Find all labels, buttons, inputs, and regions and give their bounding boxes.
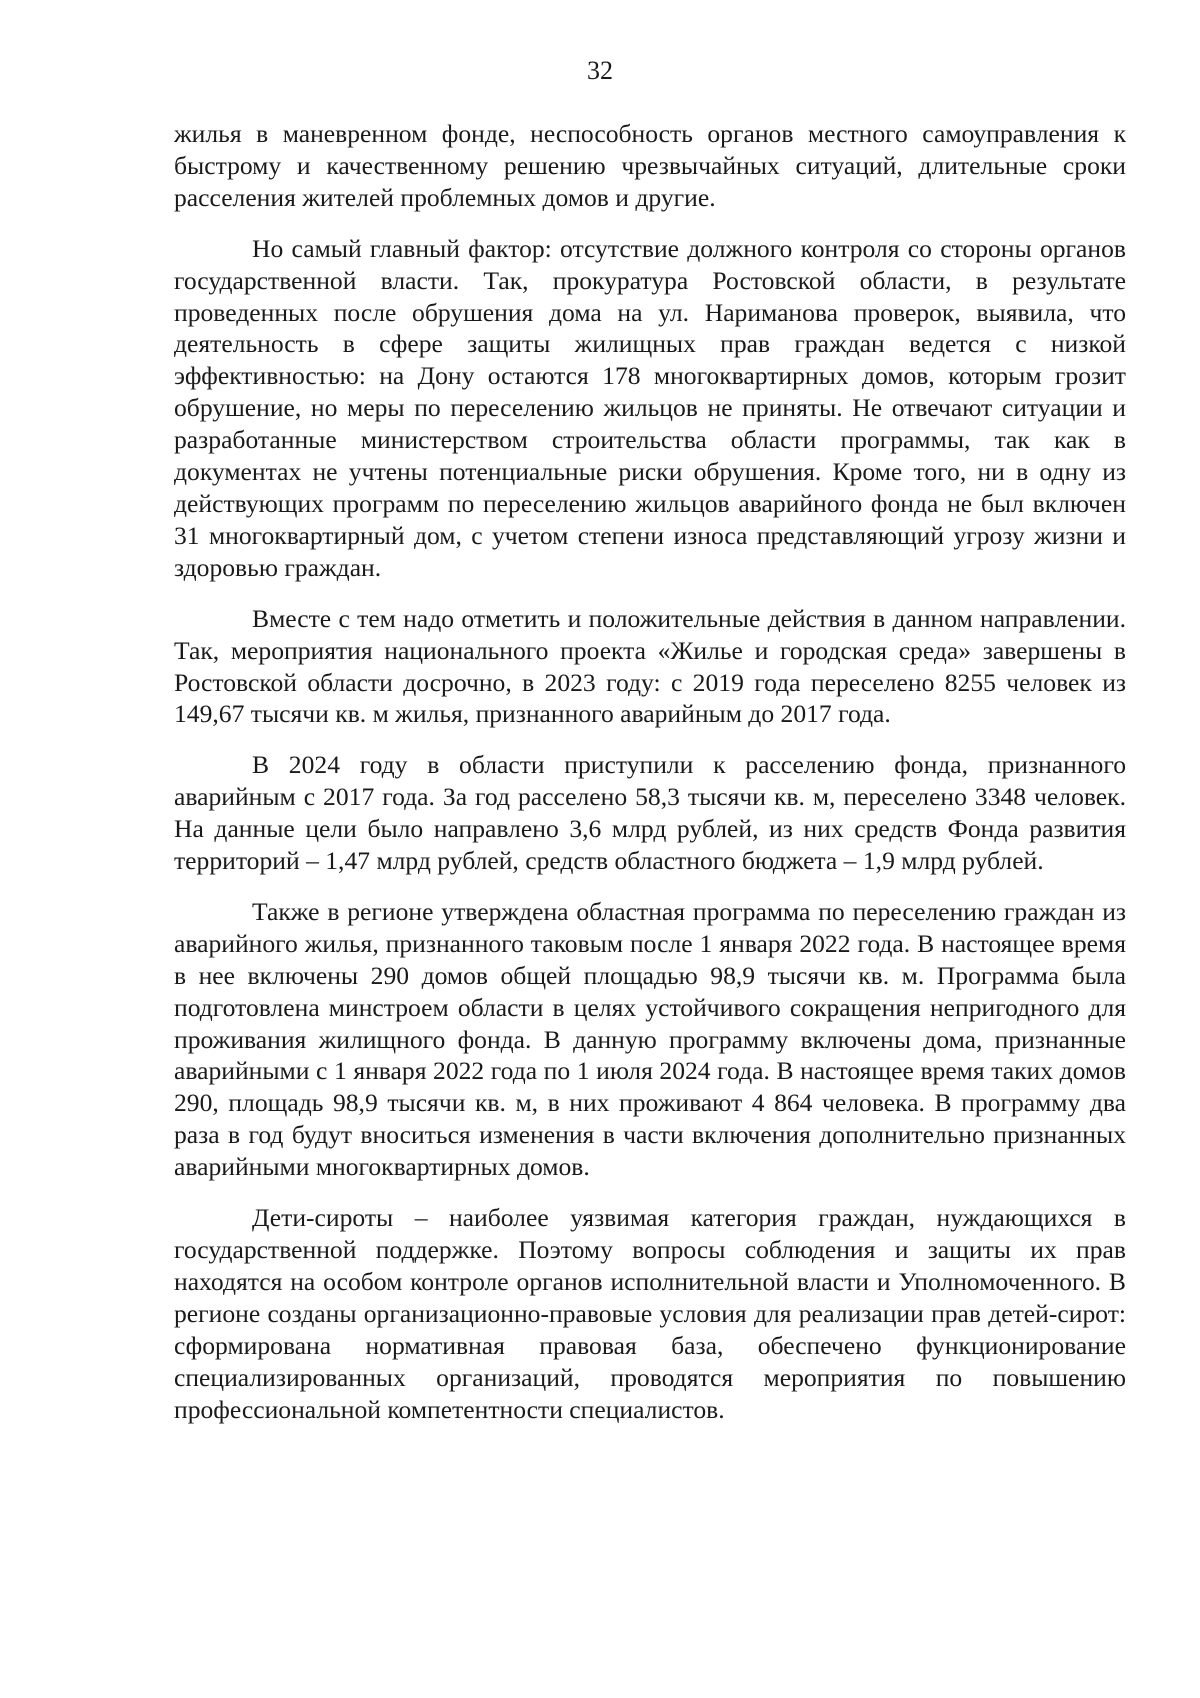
paragraph-continuation: жилья в маневренном фонде, неспособность органов местного самоуправления к быстрому и качественному решению чрезвычайных ситуаций, длительные сроки расселения жителей проблемных домов и другие. — [174, 119, 1126, 212]
paragraph-positive-actions: Вместе с тем надо отметить и положительные действия в данном направлении. Так, мероприятия национального проекта «Жилье и городская среда» завершены в Ростовской области досрочно, в 2023 году: с 2019 года переселено 8255 человек из 149,67 тысячи кв. м жилья, признанного аварийным до 2017 года. — [174, 603, 1126, 729]
body-text — [174, 118, 1126, 1444]
paragraph-resettlement-2024: В 2024 году в области приступили к расселению фонда, признанного аварийным с 2017 года. За год расселено 58,3 тысячи кв. м, переселено 3348 человек. На данные цели было направлено 3,6 млрд рублей, из них средств Фонда развития территорий – 1,47 млрд рублей, средств областного бюджета – 1,9 млрд рублей. — [174, 750, 1126, 876]
paragraph-regional-program: Также в регионе утверждена областная программа по переселению граждан из аварийного жилья, признанного таковым после 1 января 2022 года. В настоящее время в нее включены 290 домов общей площадью 98,9 тысячи кв. м. Программа была подготовлена минстроем области в целях устойчивого сокращения непригодного для проживания жилищного фонда. В данную программу включены дома, признанные аварийными с 1 января 2022 года по 1 июля 2024 года. В настоящее время таких домов 290, площадь 98,9 тысячи кв. м, в них проживают 4 864 человека. В программу два раза в год будут вноситься изменения в части включения дополнительно признанных аварийными многоквартирных домов. — [174, 896, 1126, 1182]
paragraph-orphans: Дети-сироты – наиболее уязвимая категория граждан, нуждающихся в государственной поддержке. Поэтому вопросы соблюдения и защиты их прав находятся на особом контроле органов исполнительной власти и Уполномоченного. В регионе созданы организационно-правовые условия для реализации прав детей-сирот: сформирована нормативная правовая база, обеспечено функционирование специализированных организаций, проводятся мероприятия по повышению профессиональной компетентности специалистов. — [174, 1203, 1126, 1424]
paragraph-main-factor: Но самый главный фактор: отсутствие должного контроля со стороны органов государственной власти. Так, прокуратура Ростовской области, в результате проведенных после обрушения дома на ул. Нариманова проверок, выявила, что деятельность в сфере защиты жилищных прав граждан ведется с низкой эффективностью: на Дону остаются 178 многоквартирных домов, которым грозит обрушение, но меры по переселению жильцов не приняты. Не отвечают ситуации и разработанные министерством строительства области программы, так как в документах не учтены потенциальные риски обрушения. Кроме того, ни в одну из действующих программ по переселению жильцов аварийного фонда не был включен 31 многоквартирный дом, с учетом степени износа представляющий угрозу жизни и здоровью граждан. — [174, 233, 1126, 582]
page-number: 32 — [587, 56, 613, 85]
